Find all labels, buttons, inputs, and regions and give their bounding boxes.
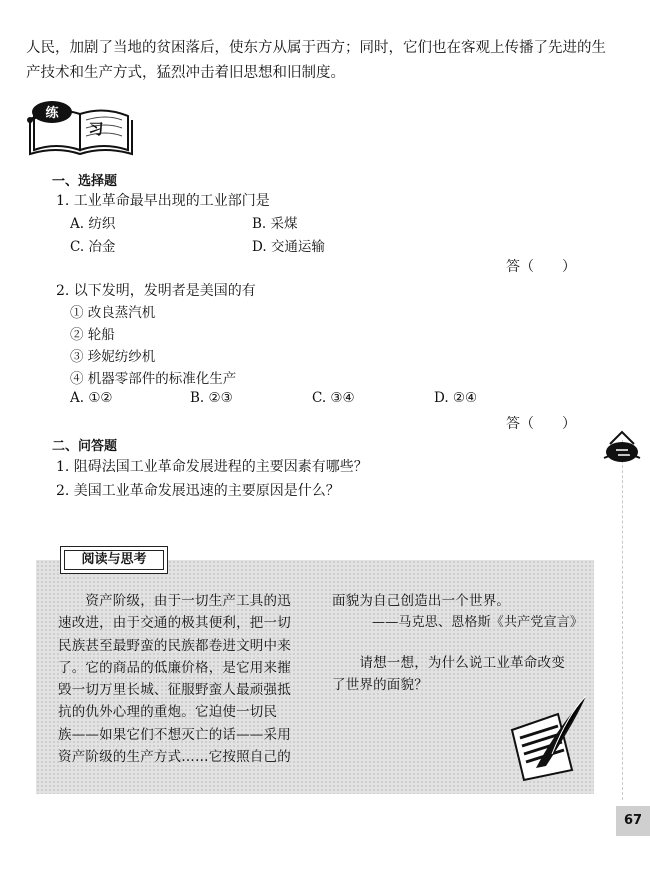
question-2-stem: 2. 以下发明，发明者是美国的有 [56, 283, 256, 299]
section-title-qa: 二、问答题 [52, 439, 118, 454]
intro-line: 产技术和生产方式，猛烈冲击着旧思想和旧制度。 [26, 65, 345, 81]
question-1-stem: 1. 工业革命最早出现的工业部门是 [56, 193, 270, 209]
think-line: 了世界的面貌？ [332, 677, 428, 694]
q2-item-3: ③ 珍妮纺纱机 [70, 349, 156, 365]
svg-text:习: 习 [88, 120, 104, 138]
qa-question-1: 1. 阻碍法国工业革命发展进程的主要因素有哪些？ [56, 459, 368, 475]
q1-option-b: B. 采煤 [252, 216, 298, 232]
quill-paper-icon [506, 690, 592, 782]
intro-line: 人民，加剧了当地的贫困落后，使东方从属于西方；同时，它们也在客观上传播了先进的生 [26, 40, 606, 56]
svg-text:练: 练 [45, 106, 59, 121]
q2-item-1: ① 改良蒸汽机 [70, 305, 156, 321]
q2-item-2: ② 轮船 [70, 327, 115, 343]
page-number: 67 [623, 813, 643, 828]
q1-option-c: C. 冶金 [70, 239, 116, 255]
margin-ornament-icon [600, 428, 644, 468]
q1-option-a: A. 纺织 [70, 216, 116, 232]
think-line: 请想一想，为什么说工业革命改变 [332, 655, 565, 671]
exercise-book-icon [26, 98, 136, 156]
section-title-choice: 一、选择题 [52, 174, 118, 189]
quote-line: 抗的仇外心理的重炮。它迫使一切民 [58, 704, 278, 721]
reading-quote-left [58, 590, 318, 768]
reading-attribution: ——马克思、恩格斯《共产党宣言》 [372, 615, 584, 630]
q2-option-c: C. ③④ [312, 390, 355, 406]
q2-item-4: ④ 机器零部件的标准化生产 [70, 371, 237, 387]
q2-answer-blank: 答（ ） [506, 416, 576, 432]
quote-line: 族——如果它们不想灭亡的话——采用 [58, 726, 291, 743]
intro-paragraph [26, 36, 616, 86]
quote-line: 毁一切万里长城、征服野蛮人最顽强抵 [58, 682, 291, 699]
quote-line: 了。它的商品的低廉价格，是它用来摧 [58, 659, 291, 676]
quote-line: 民族甚至最野蛮的民族都卷进文明中来 [58, 637, 291, 654]
quote-line: 资产阶级，由于一切生产工具的迅 [58, 593, 291, 609]
q2-option-d: D. ②④ [434, 390, 478, 406]
margin-dashed-line [622, 440, 623, 800]
quote-line: 速改进，由于交通的极其便利，把一切 [58, 615, 291, 632]
q1-answer-blank: 答（ ） [506, 259, 576, 275]
reading-title: 阅读与思考 [64, 550, 164, 570]
q1-option-d: D. 交通运输 [252, 239, 325, 255]
q2-option-a: A. ①② [70, 390, 113, 406]
reading-quote-continued: 面貌为自己创造出一个世界。 [332, 593, 511, 609]
qa-question-2: 2. 美国工业革命发展迅速的主要原因是什么？ [56, 483, 340, 499]
quote-line: 资产阶级的生产方式……它按照自己的 [58, 749, 291, 766]
q2-option-b: B. ②③ [190, 390, 233, 406]
